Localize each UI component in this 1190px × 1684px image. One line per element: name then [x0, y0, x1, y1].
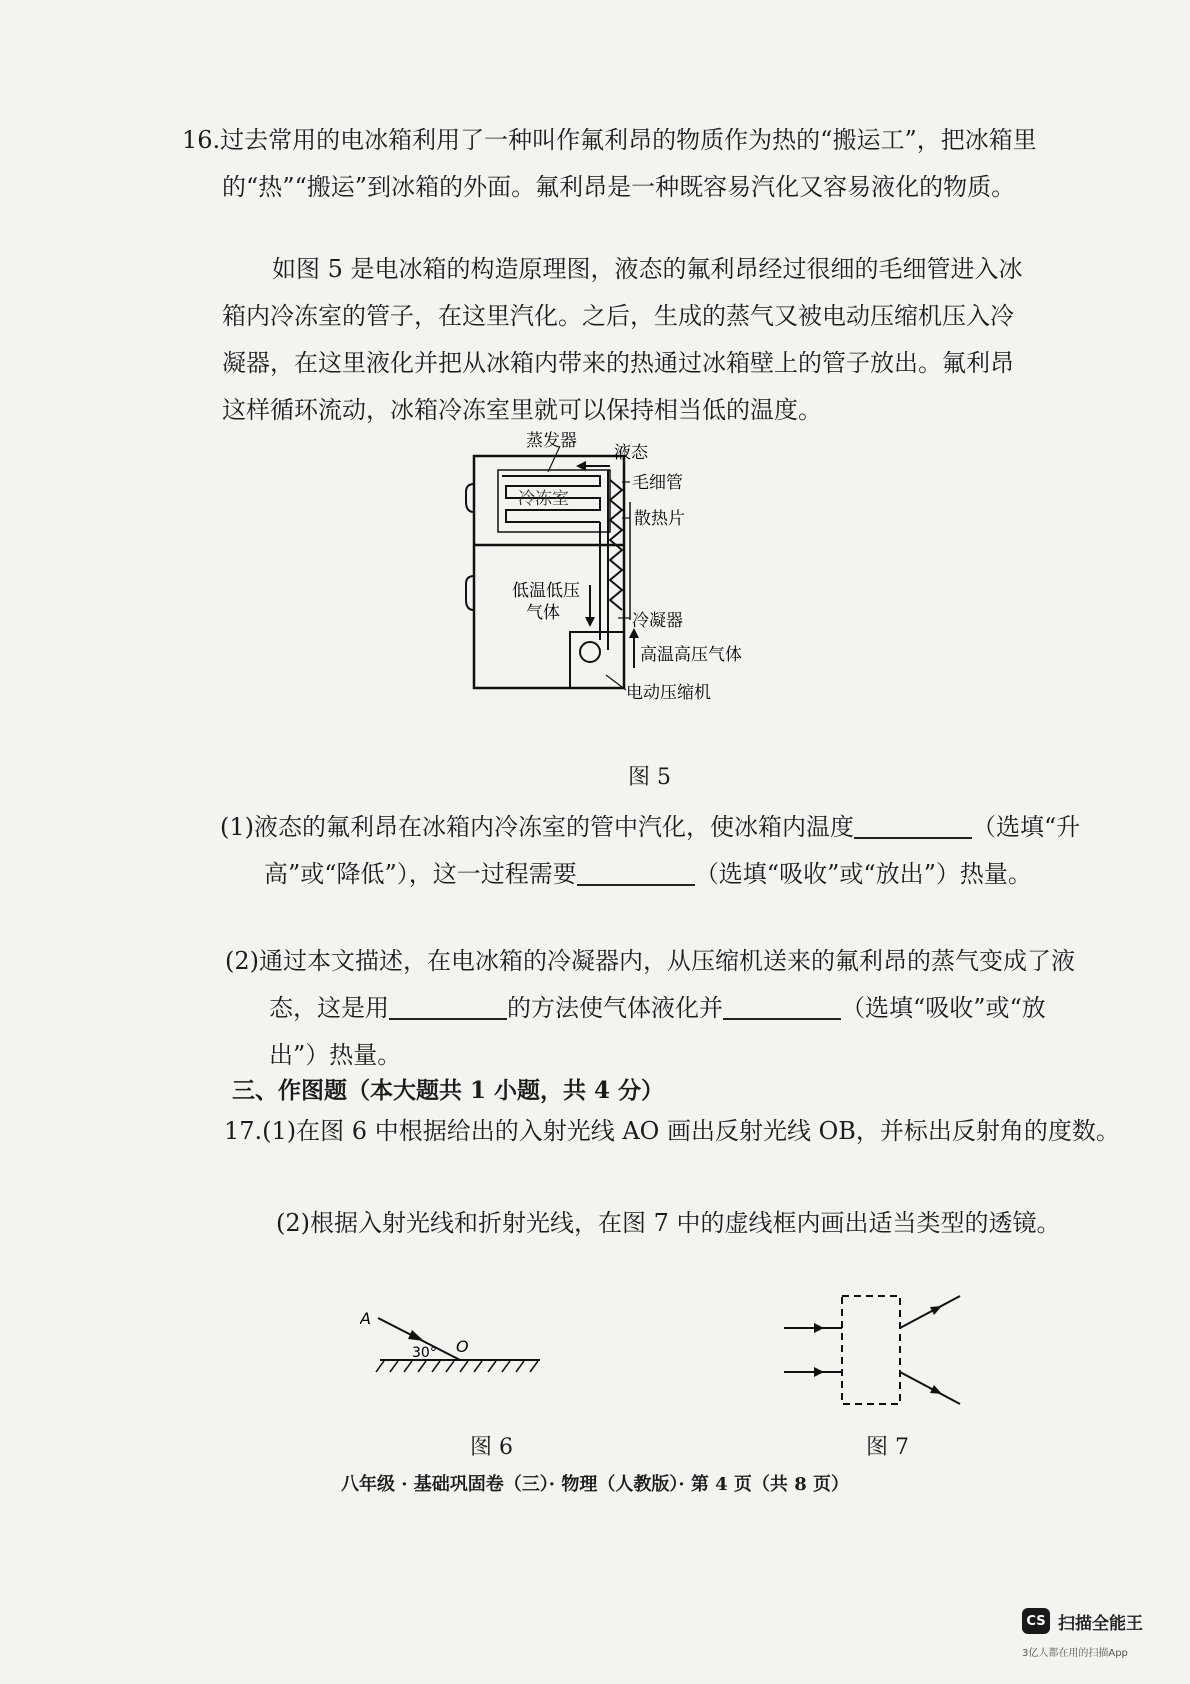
label-low-gas-2: 气体	[526, 603, 560, 623]
label-o: O	[456, 1337, 469, 1356]
scanner-subtitle: 3亿人都在用的扫描App	[1022, 1648, 1128, 1659]
label-liquid: 液态	[614, 443, 648, 463]
q16-sub2: (2)通过本文描述，在电冰箱的冷凝器内，从压缩机送来的氟利昂的蒸气变成了液态，这是用 的方法使气体液化并 （选填“吸收”或“放出”）热量。	[225, 947, 1075, 1069]
page-footer: 八年级 · 基础巩固卷（三）· 物理（人教版）· 第 4 页（共 8 页）	[341, 1474, 849, 1495]
q17-sub2: (2)根据入射光线和折射光线，在图 7 中的虚线框内画出适当类型的透镜。	[276, 1209, 1061, 1237]
answer-blank-2[interactable]	[577, 860, 695, 886]
figure-5-refrigerator	[440, 420, 780, 710]
label-fins: 散热片	[634, 509, 685, 529]
figure-7-lens-box	[780, 1290, 1000, 1410]
label-low-gas-1: 低温低压	[512, 581, 580, 601]
q16-number: 16.	[182, 126, 221, 154]
label-evaporator: 蒸发器	[526, 431, 577, 451]
figure-7-caption: 图 7	[866, 1435, 909, 1460]
scanner-title: 扫描全能王	[1058, 1613, 1143, 1634]
figure-6-reflection	[360, 1310, 560, 1390]
q16-sub1: (1)液态的氟利昂在冰箱内冷冻室的管中汽化，使冰箱内温度 （选填“升高”或“降低”），这一过程需要 （选填“吸收”或“放出”）热量。	[220, 813, 1081, 888]
label-compressor: 电动压缩机	[626, 683, 711, 703]
answer-blank-1[interactable]	[854, 813, 972, 839]
section-3-heading: 三、作图题（本大题共 1 小题，共 4 分）	[232, 1077, 665, 1104]
q16-intro	[182, 117, 1064, 211]
q16-paragraph: 如图 5 是电冰箱的构造原理图，液态的氟利昂经过很细的毛细管进入冰箱内冷冻室的管子，在这里汽化。之后，生成的蒸气又被电动压缩机压入冷凝器，在这里液化并把从冰箱内带来的热通过冰箱壁上的管子放出。氟利昂这样循环流动，冰箱冷冻室里就可以保持相当低的温度。	[222, 255, 1023, 424]
label-angle: 30°	[412, 1345, 437, 1361]
answer-blank-4[interactable]	[723, 994, 841, 1020]
scanner-logo-icon: CS	[1022, 1608, 1050, 1634]
label-capillary: 毛细管	[632, 473, 683, 493]
figure-6-caption: 图 6	[470, 1435, 513, 1460]
label-condenser: 冷凝器	[632, 611, 683, 631]
q16-intro-text: 过去常用的电冰箱利用了一种叫作氟利昂的物质作为热的“搬运工”，把冰箱里的“热”“搬运”到冰箱的外面。氟利昂是一种既容易汽化又容易液化的物质。	[220, 126, 1037, 201]
label-high-gas: 高温高压气体	[640, 645, 742, 665]
q17-sub1: 17.(1)在图 6 中根据给出的入射光线 AO 画出反射光线 OB，并标出反射角的度数。	[224, 1117, 1120, 1145]
label-freezer: 冷冻室	[518, 489, 569, 509]
label-a: A	[360, 1310, 371, 1328]
answer-blank-3[interactable]	[389, 994, 507, 1020]
figure-5-caption: 图 5	[628, 765, 671, 790]
scanner-badge	[1022, 1608, 1143, 1634]
dashed-box	[842, 1296, 900, 1404]
